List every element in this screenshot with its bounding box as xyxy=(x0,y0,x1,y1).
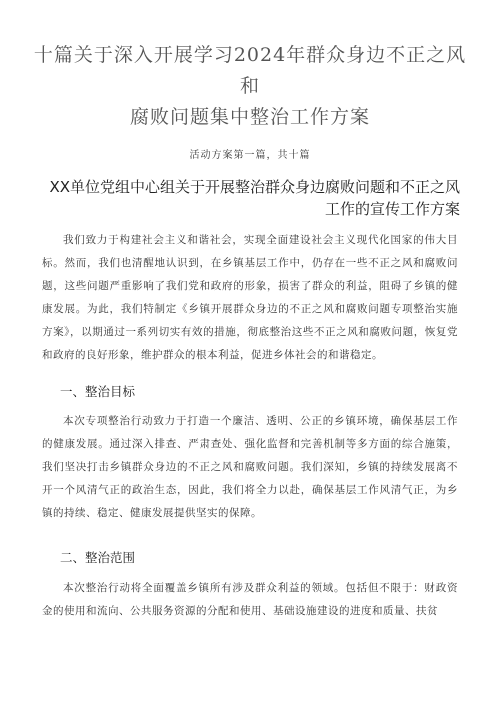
section-heading-goals: 一、整治目标 xyxy=(60,384,136,399)
main-heading xyxy=(40,176,460,220)
main-heading-line-2: 工作的宣传工作方案 xyxy=(324,200,460,218)
main-heading-line-1: XX单位党组中心组关于开展整治群众身边腐败问题和不正之风 xyxy=(49,178,460,196)
document-title xyxy=(30,40,470,133)
section-paragraph-goals: 本次专项整治行动致力于打造一个廉洁、透明、公正的乡镇环境，确保基层工作的健康发展。通过深入排查、严肃查处、强化监督和完善机制等多方面的综合施策，我们坚决打击乡镇群众身边的不正之风和腐败问题。我们深知，乡镇的持续发展离不开一个风清气正的政治生态，因此，我们将全力以赴，确保基层工作风清气正，为乡镇的持续、稳定、健康发展提供坚实的保障。 xyxy=(42,415,458,519)
document-title-line-2: 腐败问题集中整治工作方案 xyxy=(129,106,370,128)
intro-paragraph: 我们致力于构建社会主义和谐社会，实现全面建设社会主义现代化国家的伟大目标。然而，我们也清醒地认识到，在乡镇基层工作中，仍存在一些不正之风和腐败问题，这些问题严重影响了我们党和政府的形象，损害了群众的利益，阻碍了乡镇的健康发展。为此，我们特制定《乡镇开展群众身边的不正之风和腐败问题专项整治实施方案》，以期通过一系列切实有效的措施，彻底整治这些不正之风和腐败问题，恢复党和政府的良好形象，维护群众的根本利益，促进乡体社会的和谐稳定。 xyxy=(42,234,458,361)
section-paragraph-scope: 本次整治行动将全面覆盖乡镇所有涉及群众利益的领域。包括但不限于：财政资金的使用和流向、公共服务资源的分配和使用、基础设施建设的进度和质量、扶贫 xyxy=(42,582,458,617)
document-title-line-1: 十篇关于深入开展学习2024年群众身边不正之风和 xyxy=(33,44,467,97)
document-subtitle: 活动方案第一篇，共十篇 xyxy=(189,150,311,161)
section-heading-scope: 二、整治范围 xyxy=(60,550,136,565)
